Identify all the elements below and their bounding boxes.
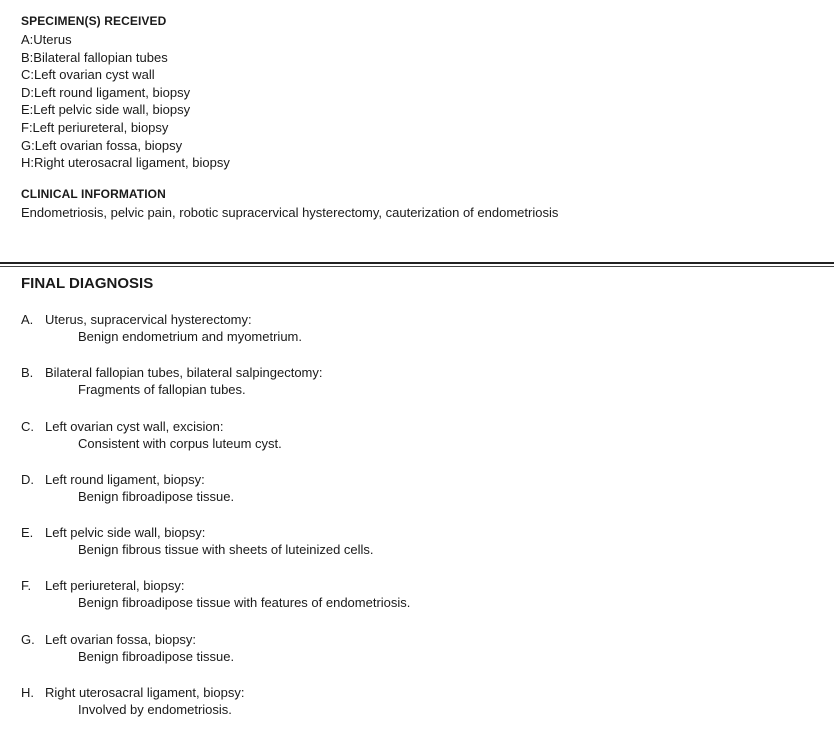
specimen-item: D:Left round ligament, biopsy xyxy=(21,84,191,100)
diagnosis-item xyxy=(21,524,410,577)
specimens-list xyxy=(21,31,230,172)
specimen-item: G:Left ovarian fossa, biopsy xyxy=(21,137,183,153)
final-diagnosis-heading: FINAL DIAGNOSIS xyxy=(21,275,154,292)
specimen-item: C:Left ovarian cyst wall xyxy=(21,67,155,83)
clinical-info-text: Endometriosis, pelvic pain, robotic supracervical hysterectomy, cauterization of endometriosis xyxy=(21,205,559,220)
diagnosis-result: Benign fibrous tissue with sheets of luteinized cells. xyxy=(78,542,374,558)
diagnosis-item xyxy=(21,631,410,684)
diagnosis-item xyxy=(21,364,410,417)
specimen-item: F:Left periureteral, biopsy xyxy=(21,119,169,135)
diagnosis-letter: F. xyxy=(21,578,32,594)
diagnosis-result: Fragments of fallopian tubes. xyxy=(78,382,246,398)
specimen-item: E:Left pelvic side wall, biopsy xyxy=(21,102,191,118)
diagnosis-letter: D. xyxy=(21,471,34,487)
diagnosis-result: Benign fibroadipose tissue. xyxy=(78,648,235,664)
specimen-item: B:Bilateral fallopian tubes xyxy=(21,49,168,65)
diagnosis-result: Benign endometrium and myometrium. xyxy=(78,329,302,344)
diagnosis-item xyxy=(21,418,410,471)
diagnosis-item xyxy=(21,311,410,364)
diagnosis-letter: B. xyxy=(21,365,34,381)
clinical-info-heading: CLINICAL INFORMATION xyxy=(21,187,166,201)
section-divider xyxy=(0,262,834,264)
specimen-item: H:Right uterosacral ligament, biopsy xyxy=(21,155,230,171)
diagnosis-item xyxy=(21,471,410,524)
diagnosis-site: Left periureteral, biopsy: xyxy=(45,578,185,594)
diagnosis-site: Uterus, supracervical hysterectomy: xyxy=(45,312,252,327)
diagnosis-letter: A. xyxy=(21,312,34,327)
diagnosis-site: Left pelvic side wall, biopsy: xyxy=(45,525,206,541)
section-divider-thin xyxy=(0,266,834,267)
diagnosis-item xyxy=(21,577,410,630)
diagnosis-letter: G. xyxy=(21,631,35,647)
diagnosis-item xyxy=(21,684,410,737)
diagnosis-list xyxy=(21,311,410,737)
diagnosis-site: Left ovarian cyst wall, excision: xyxy=(45,418,224,434)
diagnosis-letter: E. xyxy=(21,525,34,541)
diagnosis-site: Left round ligament, biopsy: xyxy=(45,471,205,487)
diagnosis-result: Involved by endometriosis. xyxy=(78,702,232,718)
diagnosis-site: Bilateral fallopian tubes, bilateral salpingectomy: xyxy=(45,365,323,381)
specimen-item: A:Uterus xyxy=(21,32,72,47)
diagnosis-site: Right uterosacral ligament, biopsy: xyxy=(45,685,245,701)
diagnosis-site: Left ovarian fossa, biopsy: xyxy=(45,631,197,647)
diagnosis-letter: H. xyxy=(21,685,34,701)
specimens-heading: SPECIMEN(S) RECEIVED xyxy=(21,14,167,28)
diagnosis-result: Benign fibroadipose tissue. xyxy=(78,488,235,504)
diagnosis-result: Consistent with corpus luteum cyst. xyxy=(78,435,282,451)
diagnosis-result: Benign fibroadipose tissue with features of endometriosis. xyxy=(78,595,411,611)
diagnosis-letter: C. xyxy=(21,418,34,434)
